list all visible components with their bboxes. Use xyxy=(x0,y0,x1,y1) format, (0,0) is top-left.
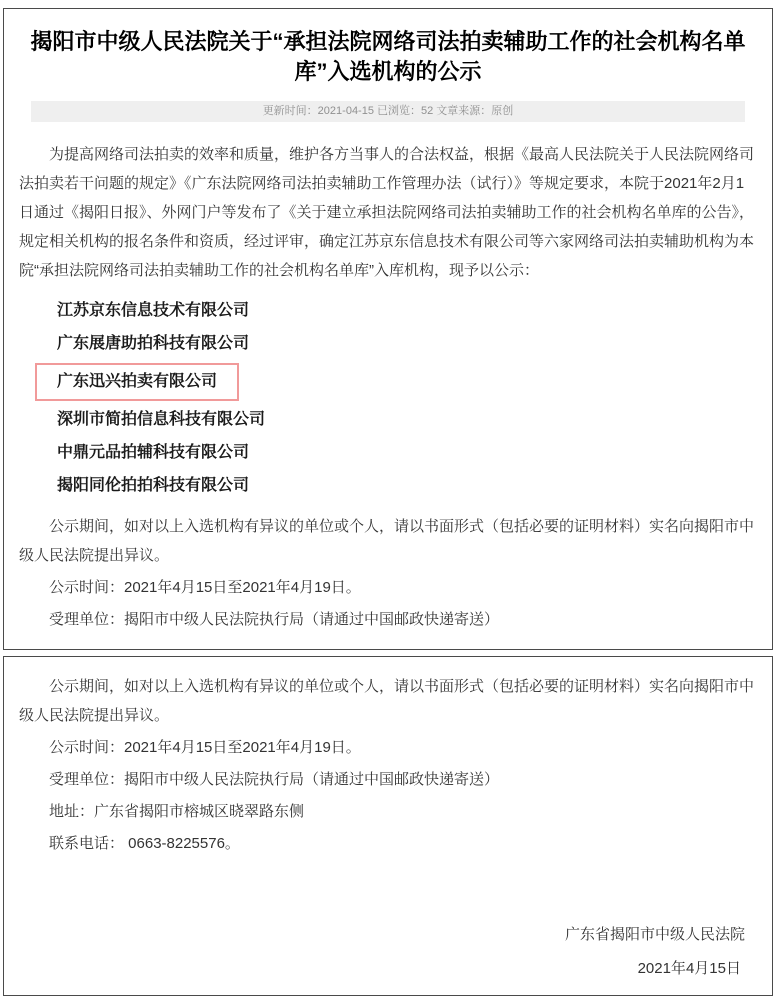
company-name: 江苏京东信息技术有限公司 xyxy=(57,302,250,319)
issuing-court-signature: 广东省揭阳市中级人民法院 xyxy=(564,926,745,943)
company-item xyxy=(19,439,757,467)
accepting-unit-line: 受理单位：揭阳市中级人民法院执行局（请通过中国邮政快递寄送） xyxy=(49,771,500,788)
accepting-unit-line: 受理单位：揭阳市中级人民法院执行局（请通过中国邮政快递寄送） xyxy=(49,611,500,628)
company-item xyxy=(19,330,757,358)
company-name: 深圳市简拍信息科技有限公司 xyxy=(57,411,266,428)
company-name: 广东展唐助拍科技有限公司 xyxy=(57,335,250,352)
notice-box xyxy=(3,8,773,650)
publicity-period-line: 公示时间：2021年4月15日至2021年4月19日。 xyxy=(49,739,361,756)
contact-box xyxy=(3,656,773,996)
publicity-period-line: 公示时间：2021年4月15日至2021年4月19日。 xyxy=(49,579,361,596)
company-item xyxy=(19,406,757,434)
company-name: 中鼎元品拍辅科技有限公司 xyxy=(57,444,250,461)
signature-date: 2021年4月15日 xyxy=(637,960,741,977)
address-line: 地址：广东省揭阳市榕城区晓翠路东侧 xyxy=(49,803,305,820)
meta-bar: 更新时间：2021-04-15 已浏览：52 文章来源：原创 xyxy=(31,101,745,122)
objection-paragraph: 公示期间，如对以上入选机构有异议的单位或个人，请以书面形式（包括必要的证明材料）实名向揭阳市中级人民法院提出异议。 xyxy=(19,518,755,564)
company-name: 揭阳同伦拍拍科技有限公司 xyxy=(57,477,250,494)
intro-paragraph: 为提高网络司法拍卖的效率和质量，维护各方当事人的合法权益，根据《最高人民法院关于人民法院网络司法拍卖若干问题的规定》《广东法院网络司法拍卖辅助工作管理办法（试行）》等规定要求，本院于2021年2月1日通过《揭阳日报》、外网门户等发布了《关于建立承担法院网络司法拍卖辅助工作的社会机构名单库的公告》，规定相关机构的报名条件和资质，经过评审，确定江苏京东信息技术有限公司等六家网络司法拍卖辅助机构为本院“承担法院网络司法拍卖辅助工作的社会机构名单库”入库机构，现予以公示： xyxy=(19,146,755,279)
phone-line: 联系电话： 0663-8225576。 xyxy=(49,835,240,852)
company-list xyxy=(19,297,757,500)
company-item xyxy=(19,363,757,401)
company-name-highlighted: 广东迅兴拍卖有限公司 xyxy=(35,363,239,401)
page-title: 揭阳市中级人民法院关于“承担法院网络司法拍卖辅助工作的社会机构名单库”入选机构的公示 xyxy=(30,29,746,84)
company-item xyxy=(19,472,757,500)
company-item xyxy=(19,297,757,325)
objection-paragraph: 公示期间，如对以上入选机构有异议的单位或个人，请以书面形式（包括必要的证明材料）实名向揭阳市中级人民法院提出异议。 xyxy=(19,678,755,724)
